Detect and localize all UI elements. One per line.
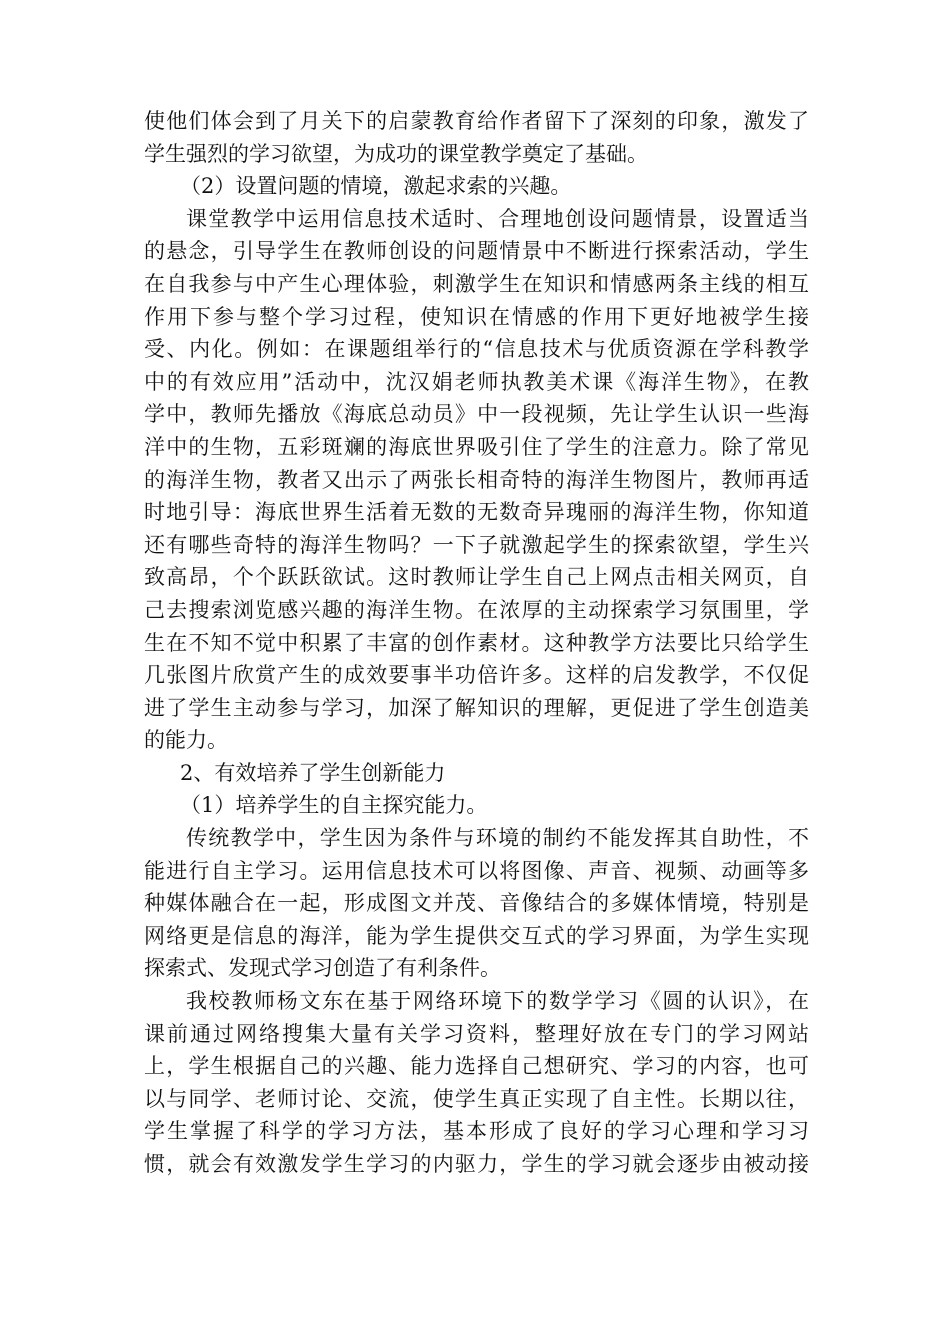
text-line: 我校教师杨文东在基于网络环境下的数学学习《圆的认识》，在 [186, 989, 809, 1014]
text-line: 传统教学中，学生因为条件与环境的制约不能发挥其自助性，不 [186, 826, 809, 851]
text-line: （2）设置问题的情境，激起求索的兴趣。 [180, 174, 572, 199]
text-line: 学生强烈的学习欲望，为成功的课堂教学奠定了基础。 [144, 141, 648, 166]
text-line: 种媒体融合在一起，形成图文并茂、音像结合的多媒体情境，特别是 [144, 891, 809, 916]
text-line: 上，学生根据自己的兴趣、能力选择自己想研究、学习的内容，也可 [144, 1054, 809, 1079]
text-line: 作用下参与整个学习过程，使知识在情感的作用下更好地被学生接 [144, 304, 809, 329]
text-line: 学生掌握了科学的学习方法，基本形成了良好的学习心理和学习习 [144, 1119, 809, 1144]
text-line: 进了学生主动参与学习，加深了解知识的理解，更促进了学生创造美 [144, 695, 809, 720]
text-line: 中的有效应用”活动中，沈汉娟老师执教美术课《海洋生物》，在教 [144, 369, 809, 394]
text-line: 惯，就会有效激发学生学习的内驱力，学生的学习就会逐步由被动接 [144, 1152, 809, 1176]
text-line: 课堂教学中运用信息技术适时、合理地创设问题情景，设置适当 [186, 206, 809, 231]
text-line: （1）培养学生的自主探究能力。 [180, 793, 488, 818]
text-line: 致高昂，个个跃跃欲试。这时教师让学生自己上网点击相关网页，自 [144, 565, 809, 590]
text-line: 以与同学、老师讨论、交流，使学生真正实现了自主性。长期以往， [144, 1086, 809, 1111]
text-line: 能进行自主学习。运用信息技术可以将图像、声音、视频、动画等多 [144, 858, 809, 883]
text-line: 时地引导：海底世界生活着无数的无数奇异瑰丽的海洋生物，你知道 [144, 500, 809, 525]
text-line: 还有哪些奇特的海洋生物吗？一下子就激起学生的探索欲望，学生兴 [144, 532, 809, 557]
text-line: 课前通过网络搜集大量有关学习资料，整理好放在专门的学习网站 [144, 1021, 809, 1046]
text-line: 受、内化。例如：在课题组举行的“信息技术与优质资源在学科教学 [144, 337, 809, 362]
text-line: 网络更是信息的海洋，能为学生提供交互式的学习界面，为学生实现 [144, 923, 809, 948]
text-line: 己去搜索浏览感兴趣的海洋生物。在浓厚的主动探索学习氛围里，学 [144, 597, 809, 622]
text-line: 使他们体会到了月关下的启蒙教育给作者留下了深刻的印象，激发了 [144, 109, 809, 133]
text-line: 的海洋生物，教者又出示了两张长相奇特的海洋生物图片，教师再适 [144, 467, 809, 492]
body-text [144, 105, 809, 1181]
text-line: 的悬念，引导学生在教师创设的问题情景中不断进行探索活动，学生 [144, 239, 809, 264]
text-line: 生在不知不觉中积累了丰富的创作素材。这种教学方法要比只给学生 [144, 630, 809, 655]
text-line: 探索式、发现式学习创造了有利条件。 [144, 956, 501, 981]
text-line: 2、有效培养了学生创新能力 [180, 760, 446, 785]
text-line: 学中，教师先播放《海底总动员》中一段视频，先让学生认识一些海 [144, 402, 809, 427]
text-line: 在自我参与中产生心理体验，刺激学生在知识和情感两条主线的相互 [144, 271, 809, 296]
text-line: 洋中的生物，五彩斑斓的海底世界吸引住了学生的注意力。除了常见 [144, 434, 809, 459]
text-line: 的能力。 [144, 728, 228, 753]
text-line: 几张图片欣赏产生的成效要事半功倍许多。这样的启发教学，不仅促 [144, 663, 809, 688]
